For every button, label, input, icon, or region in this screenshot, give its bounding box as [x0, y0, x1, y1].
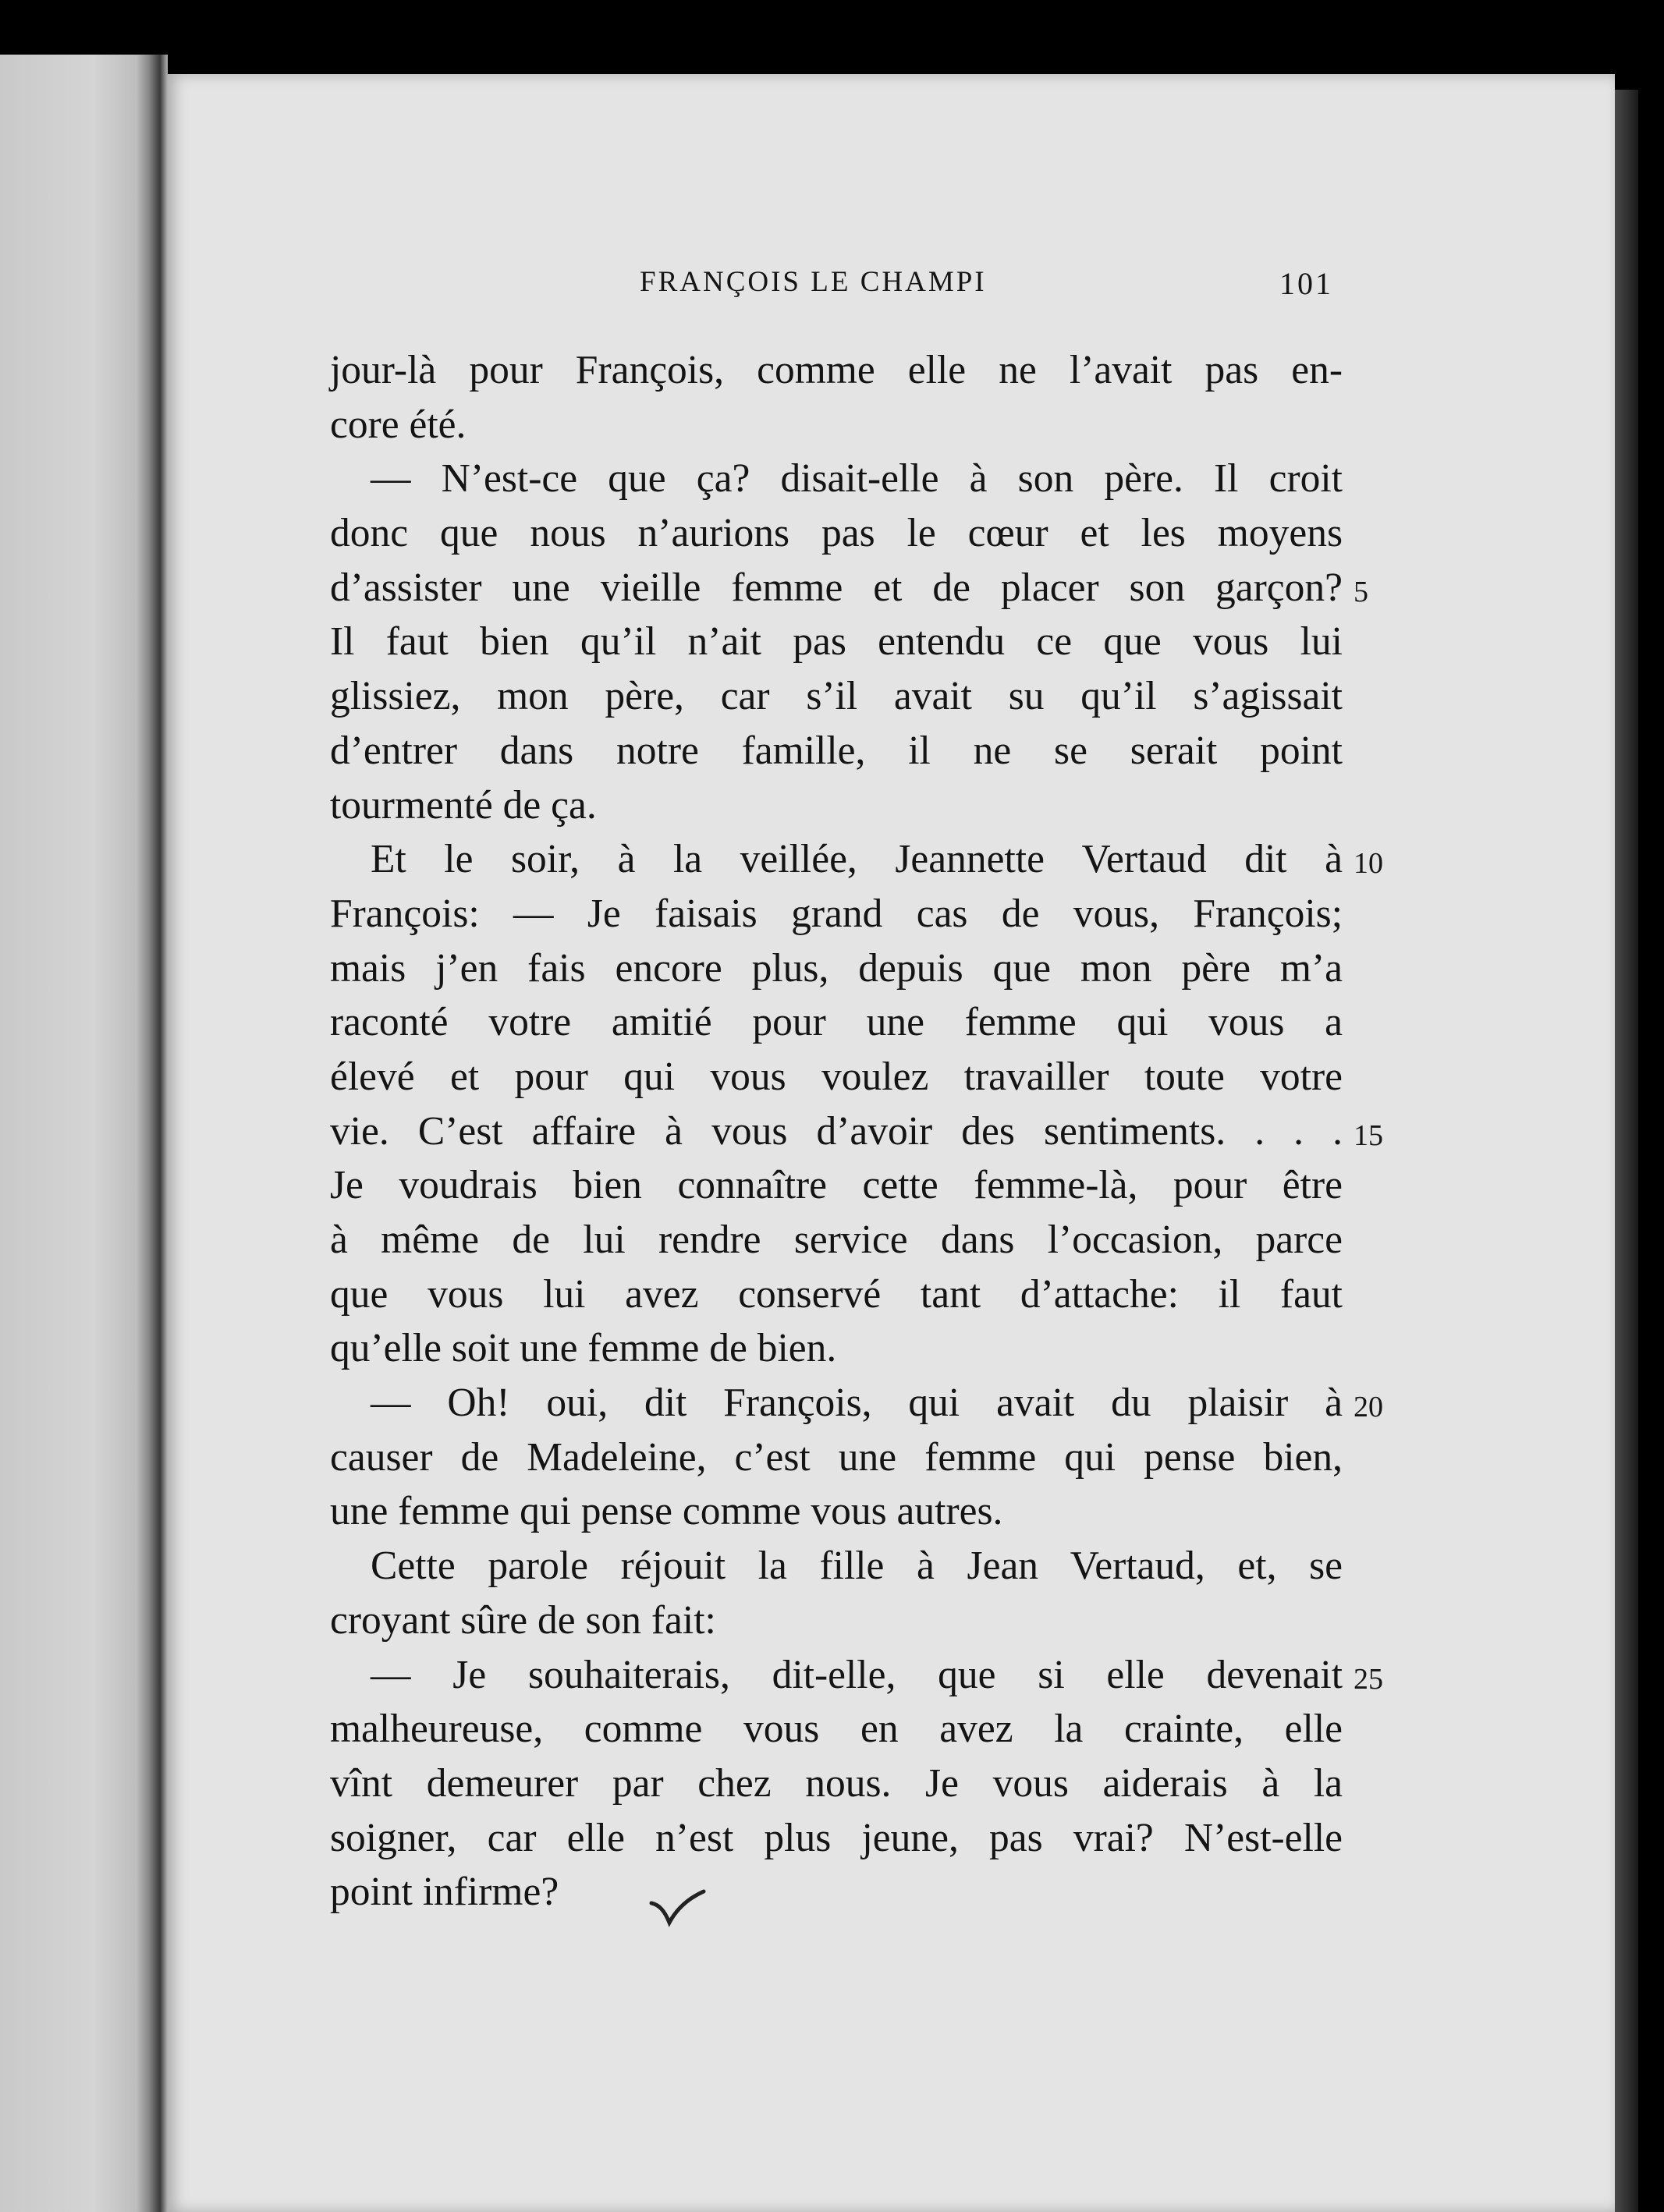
body-text — [330, 343, 1343, 1920]
running-head-title: FRANÇOIS LE CHAMPI — [640, 266, 987, 298]
line-number: 25 — [1354, 1662, 1383, 1696]
text-line: Il faut bien qu’il n’ait pas entendu ce que vous lui — [330, 619, 1343, 665]
text-line: raconté votre amitié pour une femme qui vous a — [330, 1000, 1343, 1045]
text-line: François: — Je faisais grand cas de vous, François; — [330, 891, 1343, 936]
pencil-check-mark — [648, 1888, 710, 1934]
text-line: — Oh! oui, dit François, qui avait du plaisir à — [371, 1381, 1343, 1426]
text-line: soigner, car elle n’est plus jeune, pas vrai? N’est-elle — [330, 1815, 1343, 1860]
text-line: qu’elle soit une femme de bien. — [330, 1326, 837, 1371]
text-line: jour-là pour François, comme elle ne l’avait pas en- — [330, 348, 1343, 392]
text-line: point infirme? — [330, 1870, 559, 1915]
text-line: Je voudrais bien connaître cette femme-là, pour être — [330, 1163, 1343, 1208]
text-line: à même de lui rendre service dans l’occasion, parce — [330, 1218, 1343, 1262]
text-line: core été. — [330, 402, 467, 447]
text-line: donc que nous n’aurions pas le cœur et les moyens — [330, 511, 1343, 556]
line-number: 5 — [1354, 575, 1368, 608]
text-line: tourmenté de ça. — [330, 782, 597, 828]
book-spine-shadow — [1615, 90, 1638, 2212]
text-line: Et le soir, à la veillée, Jeannette Vertaud dit à — [371, 837, 1343, 882]
text-line: mais j’en fais encore plus, depuis que mon père m’a — [330, 945, 1343, 991]
text-line: malheureuse, comme vous en avez la crainte, elle — [330, 1707, 1343, 1752]
text-line: que vous lui avez conservé tant d’attache: il faut — [330, 1271, 1343, 1317]
line-number: 15 — [1354, 1118, 1383, 1152]
text-line: d’assister une vieille femme et de placer son garçon? — [330, 565, 1343, 610]
text-line: élevé et pour qui vous voulez travailler toute votre — [330, 1054, 1343, 1099]
text-line: vînt demeurer par chez nous. Je vous aiderais à la — [330, 1760, 1343, 1806]
text-line: Cette parole réjouit la fille à Jean Vertaud, et, se — [371, 1544, 1343, 1589]
text-line: vie. C’est affaire à vous d’avoir des sentiments. . . . — [330, 1108, 1343, 1154]
facing-page-edge — [0, 55, 168, 2212]
text-line: causer de Madeleine, c’est une femme qui pense bien, — [330, 1434, 1343, 1480]
text-line: — Je souhaiterais, dit-elle, que si elle devenait — [371, 1652, 1343, 1697]
text-line: d’entrer dans notre famille, il ne se serait point — [330, 728, 1343, 773]
line-number: 10 — [1354, 847, 1383, 881]
running-head — [0, 265, 1664, 312]
page-number: 101 — [1279, 266, 1333, 301]
line-number: 20 — [1354, 1391, 1383, 1424]
text-line: glissiez, mon père, car s’il avait su qu’il s’agissait — [330, 674, 1343, 719]
text-line: une femme qui pense comme vous autres. — [330, 1489, 1003, 1534]
text-line: — N’est-ce que ça? disait-elle à son père. Il croit — [371, 456, 1343, 502]
text-line: croyant sûre de son fait: — [330, 1597, 716, 1643]
